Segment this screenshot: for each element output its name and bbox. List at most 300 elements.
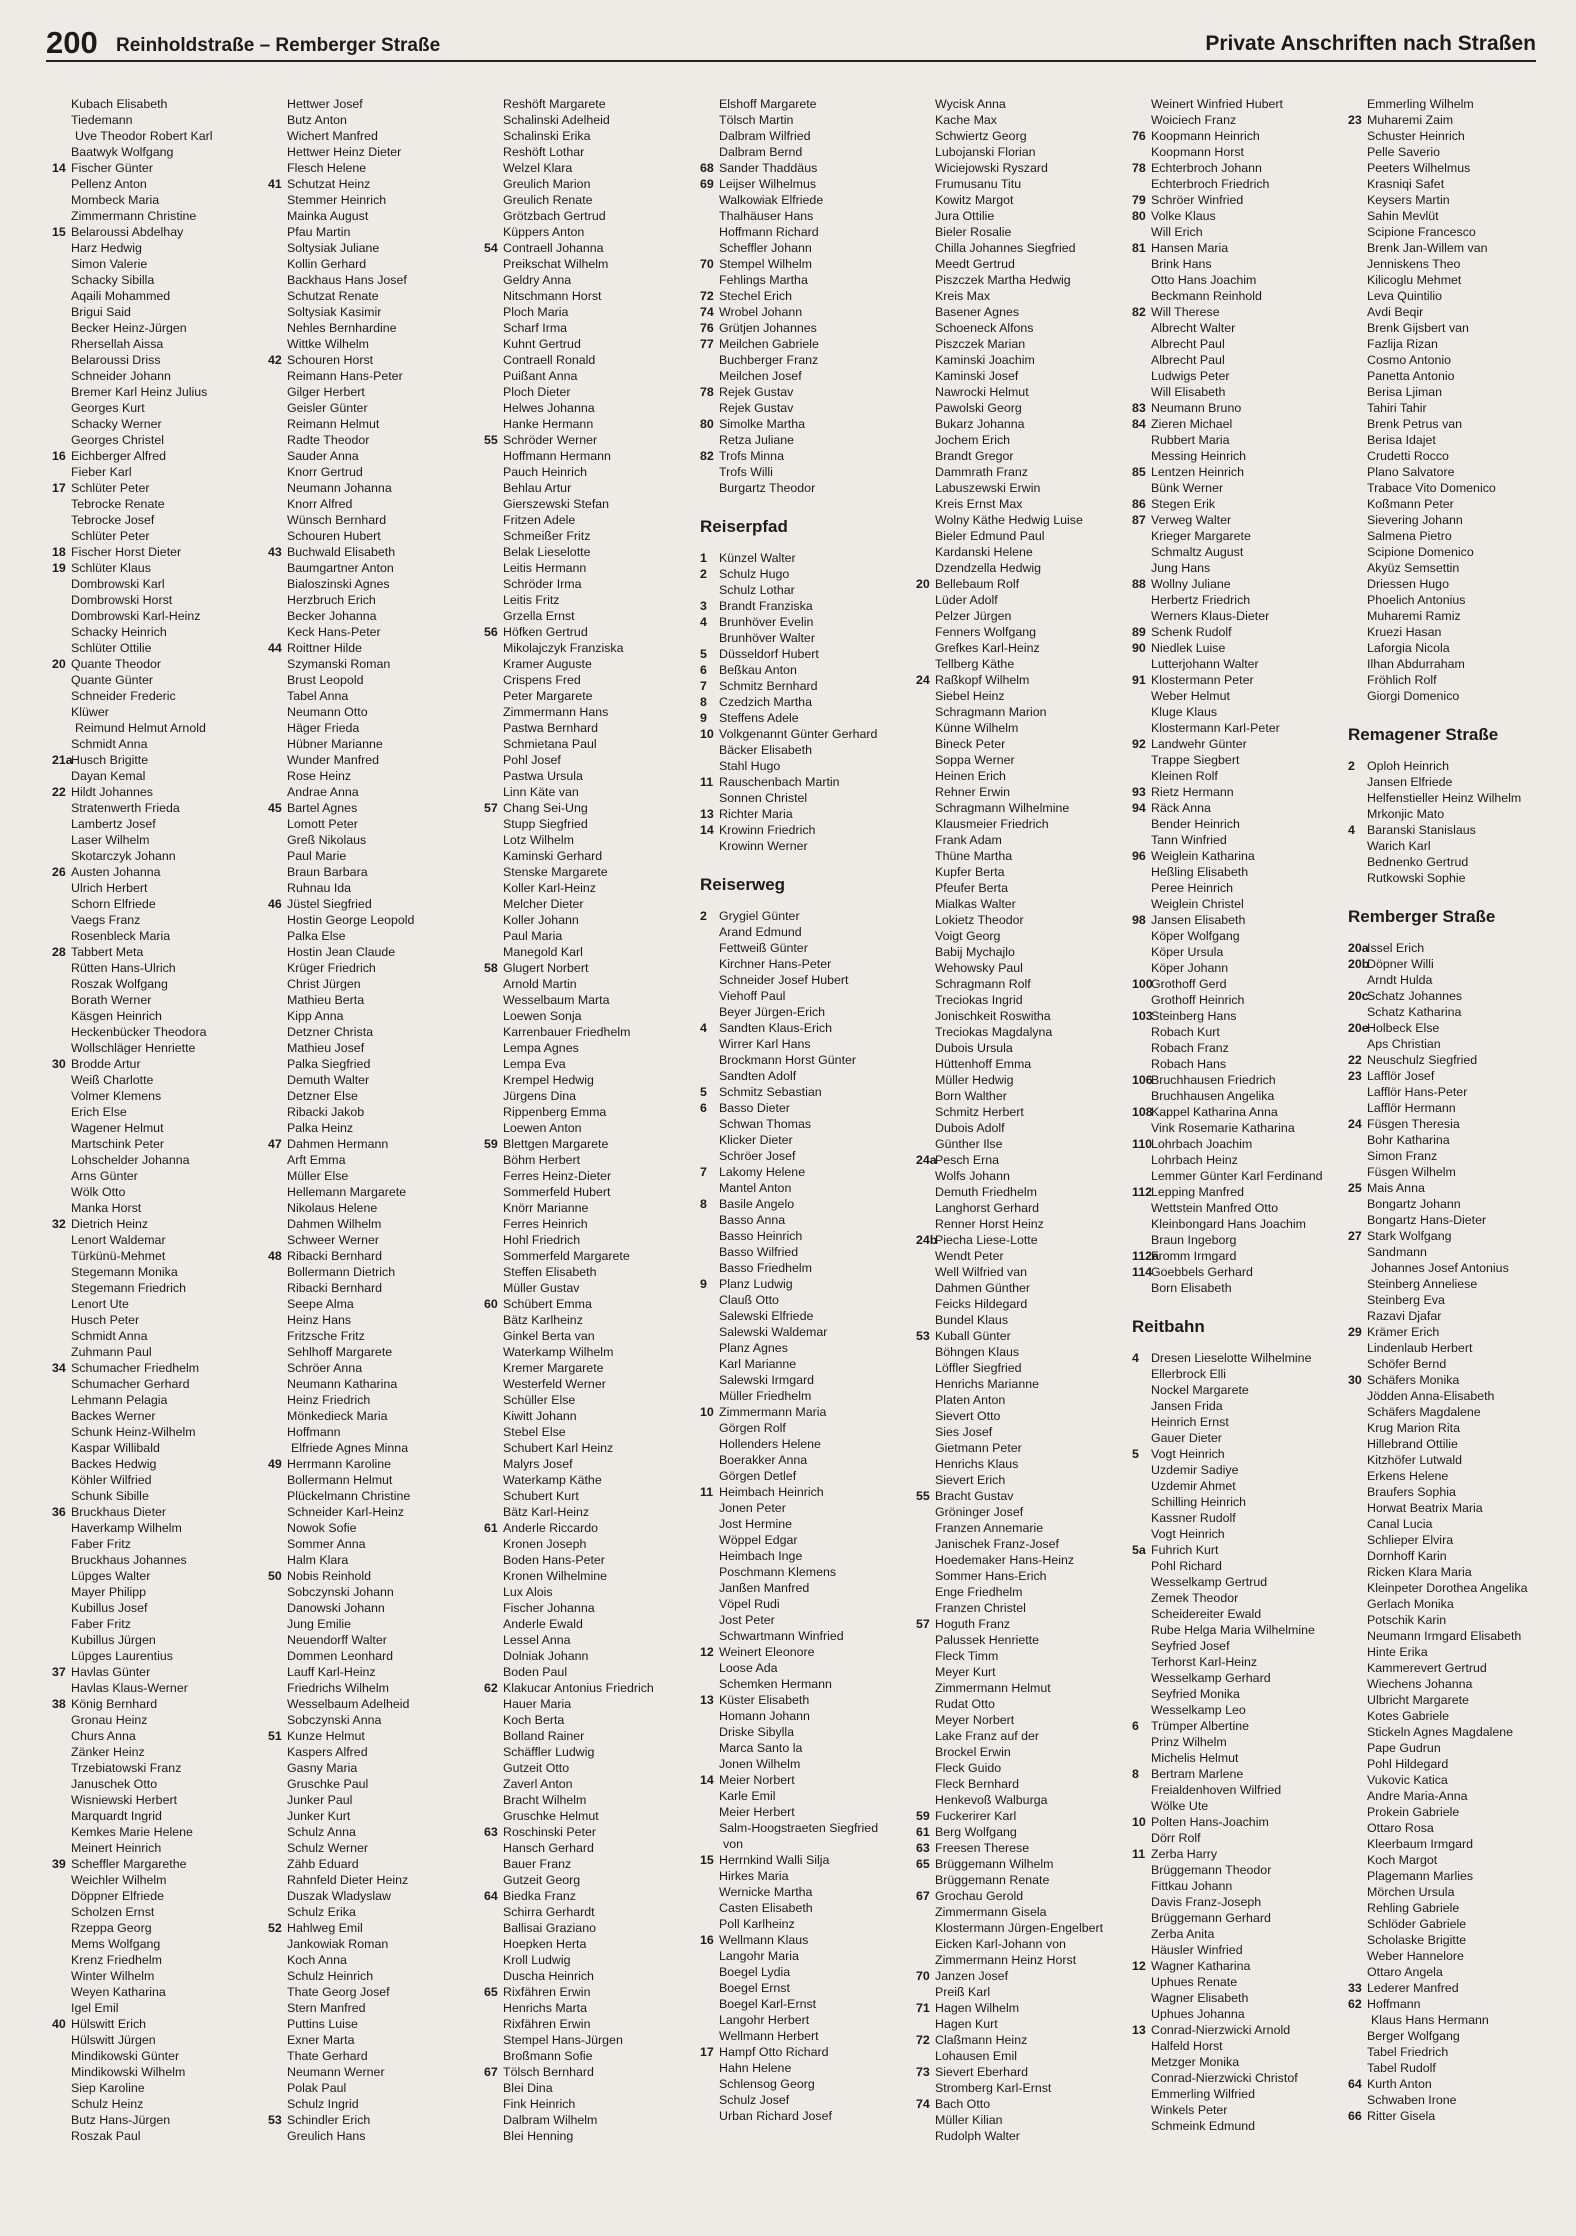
resident-entry (700, 1196, 916, 1212)
resident-entry (1132, 848, 1348, 864)
resident-name: Zänker Heinz (71, 1745, 145, 1759)
resident-entry (916, 1840, 1132, 1856)
resident-entry (1132, 1248, 1348, 1264)
house-number (1348, 1084, 1367, 1100)
house-number (268, 624, 287, 640)
house-number: 54 (484, 241, 498, 255)
house-number (1348, 320, 1367, 336)
resident-name: Häusler Winfried (1151, 1943, 1243, 1957)
house-number (916, 1664, 935, 1680)
resident-entry (1132, 1526, 1348, 1542)
resident-name: Löffler Siegfried (935, 1361, 1022, 1375)
resident-entry (52, 1728, 268, 1744)
resident-name: Brenk Petrus van (1367, 417, 1463, 431)
resident-entry (268, 992, 484, 1008)
house-number (52, 1088, 71, 1104)
resident-entry (1132, 480, 1348, 496)
house-number: 55 (916, 1489, 930, 1503)
resident-entry (1132, 1008, 1348, 1024)
resident-entry (700, 2044, 916, 2060)
house-number (1348, 1820, 1367, 1836)
resident-name: Retza Juliane (719, 433, 795, 447)
resident-entry (700, 1276, 916, 1292)
resident-name: Michelis Helmut (1151, 1751, 1239, 1765)
resident-name: Bach Otto (935, 2097, 991, 2111)
resident-name: Ferres Heinz-Dieter (503, 1169, 612, 1183)
resident-name: Lubojanski Florian (935, 145, 1036, 159)
resident-name: Gröninger Josef (935, 1505, 1024, 1519)
house-number (916, 1776, 935, 1792)
resident-name: Fittkau Johann (1151, 1879, 1233, 1893)
house-number (52, 400, 71, 416)
resident-name: Palussek Henriette (935, 1633, 1039, 1647)
resident-name: Salewski Elfriede (719, 1309, 814, 1323)
resident-name: Schübert Emma (503, 1297, 592, 1311)
resident-entry (52, 1920, 268, 1936)
resident-name: Schulz Werner (287, 1841, 369, 1855)
house-number (484, 1024, 503, 1040)
resident-entry (1348, 1068, 1542, 1084)
resident-entry (916, 784, 1132, 800)
house-number (1348, 1740, 1367, 1756)
resident-name: Bieler Edmund Paul (935, 529, 1045, 543)
resident-name: Pape Gudrun (1367, 1741, 1441, 1755)
resident-name: Kardanski Helene (935, 545, 1033, 559)
resident-name: Issel Erich (1367, 941, 1425, 955)
house-number (1132, 688, 1151, 704)
resident-name: Jansen Elfriede (1367, 775, 1453, 789)
resident-entry (484, 1856, 700, 1872)
resident-name: Homann Johann (719, 1709, 810, 1723)
house-number (916, 1440, 935, 1456)
resident-entry (484, 528, 700, 544)
house-number: 98 (1132, 913, 1146, 927)
house-number (1348, 448, 1367, 464)
resident-entry (484, 768, 700, 784)
resident-entry (700, 192, 916, 208)
house-number: 19 (52, 561, 66, 575)
resident-name: Herbertz Friedrich (1151, 593, 1251, 607)
page-number: 200 (46, 25, 98, 60)
resident-entry (52, 304, 268, 320)
resident-name: Lederer Manfred (1367, 1981, 1459, 1995)
resident-name: Schatz Johannes (1367, 989, 1463, 1003)
resident-name: Kappel Katharina Anna (1151, 1105, 1278, 1119)
resident-name: Labuszewski Erwin (935, 481, 1041, 495)
resident-entry (700, 2060, 916, 2076)
resident-name: Sandmann (1367, 1245, 1427, 1259)
resident-name: Leitis Fritz (503, 593, 560, 607)
resident-entry (268, 320, 484, 336)
resident-entry (484, 608, 700, 624)
house-number (916, 432, 935, 448)
house-number (700, 352, 719, 368)
resident-entry (916, 272, 1132, 288)
house-number (916, 608, 935, 624)
resident-entry (700, 1372, 916, 1388)
house-number (916, 1584, 935, 1600)
resident-entry (484, 320, 700, 336)
resident-entry (700, 1596, 916, 1612)
resident-name: Kramer Auguste (503, 657, 592, 671)
resident-entry (268, 1840, 484, 1856)
resident-entry (268, 1824, 484, 1840)
resident-name: Johannes Josef Antonius (1371, 1261, 1509, 1275)
house-number (484, 1776, 503, 1792)
resident-entry (484, 224, 700, 240)
resident-entry (484, 1264, 700, 1280)
resident-name: Robach Kurt (1151, 1025, 1220, 1039)
resident-name: Zieren Michael (1151, 417, 1233, 431)
house-number (268, 480, 287, 496)
resident-entry (268, 1392, 484, 1408)
resident-entry (1132, 512, 1348, 528)
resident-entry (700, 1964, 916, 1980)
resident-name: Friedrichs Wilhelm (287, 1681, 389, 1695)
resident-name: Dresen Lieselotte Wilhelmine (1151, 1351, 1312, 1365)
house-number: 74 (916, 2097, 930, 2111)
house-number (916, 400, 935, 416)
house-number: 9 (700, 1277, 707, 1291)
resident-entry (52, 1120, 268, 1136)
resident-name: Wernicke Martha (719, 1885, 813, 1899)
house-number (52, 496, 71, 512)
house-number (916, 880, 935, 896)
house-number (1132, 1120, 1151, 1136)
house-number (1132, 896, 1151, 912)
resident-entry (268, 656, 484, 672)
resident-name: Köper Wolfgang (1151, 929, 1240, 943)
house-number (916, 416, 935, 432)
resident-name: Lüder Adolf (935, 593, 998, 607)
house-number (916, 272, 935, 288)
resident-name: Günther Ilse (935, 1137, 1003, 1151)
house-number (268, 1216, 287, 1232)
resident-name: Fritzen Adele (503, 513, 576, 527)
house-number (1132, 1942, 1151, 1958)
house-number (700, 1356, 719, 1372)
house-number (1132, 1040, 1151, 1056)
resident-name: Brenk Gijsbert van (1367, 321, 1469, 335)
resident-name: Raßkopf Wilhelm (935, 673, 1030, 687)
resident-name: Gronau Heinz (71, 1713, 148, 1727)
resident-name: Roschinski Peter (503, 1825, 596, 1839)
house-number (1132, 1478, 1151, 1494)
resident-name: Heinz Hans (287, 1313, 352, 1327)
house-number (268, 880, 287, 896)
resident-name: Westerfeld Werner (503, 1377, 606, 1391)
resident-name: Kotes Gabriele (1367, 1709, 1449, 1723)
house-number: 77 (700, 337, 714, 351)
house-number: 57 (484, 801, 498, 815)
house-number (52, 144, 71, 160)
house-number (1132, 1024, 1151, 1040)
house-number (484, 224, 503, 240)
resident-name: Pohl Josef (503, 753, 561, 767)
resident-name: Vogt Heinrich (1151, 1527, 1225, 1541)
resident-entry (916, 256, 1132, 272)
house-number: 6 (1132, 1719, 1139, 1733)
house-number (700, 2012, 719, 2028)
resident-name: Anderle Riccardo (503, 1521, 599, 1535)
house-number: 8 (1132, 1767, 1139, 1781)
house-number (484, 2032, 503, 2048)
resident-name: Viehoff Paul (719, 989, 786, 1003)
resident-entry (52, 176, 268, 192)
resident-entry (52, 624, 268, 640)
house-number (268, 960, 287, 976)
house-number (1348, 496, 1367, 512)
resident-entry (700, 2012, 916, 2028)
resident-entry (1132, 1382, 1348, 1398)
resident-name: Elshoff Margarete (719, 97, 817, 111)
resident-entry (700, 694, 916, 710)
resident-name: Bineck Peter (935, 737, 1006, 751)
resident-name: Meyer Norbert (935, 1713, 1015, 1727)
resident-entry (700, 1548, 916, 1564)
resident-name: Karl Marianne (719, 1357, 797, 1371)
house-number (484, 528, 503, 544)
house-number (52, 1936, 71, 1952)
resident-name: Krug Marion Rita (1367, 1421, 1460, 1435)
house-number (268, 2096, 287, 2112)
resident-entry (1348, 1404, 1542, 1420)
house-number (1348, 1628, 1367, 1644)
house-number (1132, 2102, 1151, 2118)
resident-name: Henkevoß Walburga (935, 1793, 1048, 1807)
house-number (268, 704, 287, 720)
resident-entry (268, 1536, 484, 1552)
resident-name: Schmitz Herbert (935, 1105, 1024, 1119)
house-number (1348, 1484, 1367, 1500)
resident-name: Zerba Anita (1151, 1927, 1215, 1941)
resident-name: Hollenders Helene (719, 1437, 821, 1451)
house-number: 112 (1132, 1185, 1152, 1199)
house-number (484, 2016, 503, 2032)
house-number (1132, 1654, 1151, 1670)
resident-entry (1132, 1056, 1348, 1072)
resident-name: Wagner Elisabeth (1151, 1991, 1249, 2005)
resident-entry (700, 2092, 916, 2108)
resident-name: König Bernhard (71, 1697, 158, 1711)
resident-entry (916, 752, 1132, 768)
resident-entry (52, 2128, 268, 2144)
resident-entry (484, 272, 700, 288)
resident-name: Sommer Hans-Erich (935, 1569, 1047, 1583)
resident-entry (268, 1152, 484, 1168)
resident-entry (1348, 288, 1542, 304)
resident-entry (1348, 1932, 1542, 1948)
resident-entry (484, 1664, 700, 1680)
resident-name: Wölke Ute (1151, 1799, 1209, 1813)
resident-name: Davis Franz-Joseph (1151, 1895, 1262, 1909)
house-number (1132, 1702, 1151, 1718)
house-number: 103 (1132, 1009, 1153, 1023)
house-number (52, 1120, 71, 1136)
house-number (700, 988, 719, 1004)
resident-name: Razavi Djafar (1367, 1309, 1442, 1323)
resident-entry (1132, 1494, 1348, 1510)
resident-entry (484, 432, 700, 448)
resident-name: Dombrowski Horst (71, 593, 173, 607)
resident-entry (1132, 1574, 1348, 1590)
resident-entry (1132, 1446, 1348, 1462)
house-number (700, 1180, 719, 1196)
house-number (268, 2032, 287, 2048)
house-number (1348, 1612, 1367, 1628)
resident-name: Fieber Karl (71, 465, 132, 479)
resident-name: Georges Kurt (71, 401, 145, 415)
resident-entry (1132, 1104, 1348, 1120)
resident-entry (52, 2080, 268, 2096)
resident-name: Hoffmann Hermann (503, 449, 611, 463)
resident-entry (916, 1056, 1132, 1072)
resident-entry (916, 208, 1132, 224)
house-number (700, 400, 719, 416)
resident-entry (916, 1936, 1132, 1952)
house-number (700, 1884, 719, 1900)
house-number (1132, 1990, 1151, 2006)
house-number (916, 592, 935, 608)
resident-name: Weinert Winfried Hubert (1151, 97, 1283, 111)
resident-name: Klakucar Antonius Friedrich (503, 1681, 654, 1695)
resident-entry (484, 1424, 700, 1440)
house-number (52, 1712, 71, 1728)
resident-entry (484, 1824, 700, 1840)
resident-entry (52, 1024, 268, 1040)
resident-name: Sandten Adolf (719, 1069, 797, 1083)
house-number (268, 1152, 287, 1168)
house-number (700, 1980, 719, 1996)
resident-name: Ribacki Jakob (287, 1105, 365, 1119)
house-number: 44 (268, 641, 282, 655)
resident-name: Pawolski Georg (935, 401, 1022, 415)
resident-entry (484, 2064, 700, 2080)
house-number (52, 896, 71, 912)
house-number: 23 (1348, 113, 1362, 127)
resident-name: Loewen Anton (503, 1121, 582, 1135)
resident-entry (268, 1552, 484, 1568)
resident-entry (52, 448, 268, 464)
house-number (1348, 1836, 1367, 1852)
house-number (1348, 624, 1367, 640)
resident-entry (268, 192, 484, 208)
resident-name: Panetta Antonio (1367, 369, 1455, 383)
house-number: 10 (700, 1405, 714, 1419)
house-number: 30 (52, 1057, 66, 1071)
house-number (484, 1968, 503, 1984)
house-number (1132, 112, 1151, 128)
house-number (1348, 464, 1367, 480)
resident-entry (484, 912, 700, 928)
resident-entry (1132, 1606, 1348, 1622)
house-number (268, 1120, 287, 1136)
resident-entry (700, 128, 916, 144)
resident-entry (484, 592, 700, 608)
resident-name: Klausmeier Friedrich (935, 817, 1049, 831)
resident-name: Boegel Lydia (719, 1965, 791, 1979)
resident-name: Rosenbleck Maria (71, 929, 171, 943)
resident-name: Scholzen Ernst (71, 1905, 155, 1919)
resident-entry (268, 1680, 484, 1696)
resident-entry (916, 880, 1132, 896)
resident-name: Stickeln Agnes Magdalene (1367, 1725, 1514, 1739)
house-number (700, 1324, 719, 1340)
resident-entry (484, 1328, 700, 1344)
resident-name: Wiechens Johanna (1367, 1677, 1473, 1691)
house-number (1348, 2012, 1367, 2028)
house-number: 14 (700, 823, 714, 837)
house-number (52, 960, 71, 976)
house-number (1348, 592, 1367, 608)
resident-name: Köper Johann (1151, 961, 1229, 975)
house-number (1132, 1606, 1151, 1622)
resident-name: Lauff Karl-Heinz (287, 1665, 376, 1679)
resident-entry (1132, 1686, 1348, 1702)
resident-name: Tellberg Käthe (935, 657, 1015, 671)
house-number: 64 (484, 1889, 498, 1903)
resident-name: Heimbach Heinrich (719, 1485, 824, 1499)
resident-name: Mombeck Maria (71, 193, 160, 207)
house-number (52, 768, 71, 784)
house-number (484, 720, 503, 736)
house-number (1132, 768, 1151, 784)
house-number (268, 1392, 287, 1408)
resident-name: Weichler Wilhelm (71, 1873, 167, 1887)
resident-entry (268, 400, 484, 416)
resident-name: Mayer Philipp (71, 1585, 147, 1599)
house-number: 20b (1348, 957, 1370, 971)
house-number: 79 (1132, 193, 1146, 207)
resident-entry (484, 496, 700, 512)
resident-name: Hansch Gerhard (503, 1841, 594, 1855)
resident-name: Hoepken Herta (503, 1937, 587, 1951)
house-number (268, 304, 287, 320)
resident-entry (1348, 2044, 1542, 2060)
resident-entry (268, 2080, 484, 2096)
house-number (1348, 870, 1367, 886)
resident-name: Bremer Karl Heinz Julius (71, 385, 208, 399)
resident-name: Salewski Waldemar (719, 1325, 828, 1339)
resident-entry (916, 1456, 1132, 1472)
resident-name: Tölsch Martin (719, 113, 794, 127)
resident-entry (916, 1824, 1132, 1840)
resident-name: Grzella Ernst (503, 609, 575, 623)
resident-name: Trofs Minna (719, 449, 784, 463)
resident-entry (52, 288, 268, 304)
resident-name: Stempel Hans-Jürgen (503, 2033, 623, 2047)
resident-name: Jung Emilie (287, 1617, 352, 1631)
resident-name: Puttins Luise (287, 2017, 358, 2031)
resident-name: Schulz Heinrich (287, 1969, 374, 1983)
resident-name: Fleck Guido (935, 1761, 1002, 1775)
house-number (1348, 1292, 1367, 1308)
house-number (916, 704, 935, 720)
house-number: 15 (52, 225, 66, 239)
house-number: 83 (1132, 401, 1146, 415)
resident-name: Beckmann Reinhold (1151, 289, 1262, 303)
resident-name: Basile Angelo (719, 1197, 795, 1211)
resident-name: Ploch Dieter (503, 385, 571, 399)
resident-name: Nockel Margarete (1151, 1383, 1249, 1397)
resident-name: Baatwyk Wolfgang (71, 145, 174, 159)
house-number (916, 1344, 935, 1360)
resident-name: Lake Franz auf der (935, 1729, 1040, 1743)
resident-entry (484, 1056, 700, 1072)
house-number: 16 (52, 449, 66, 463)
house-number: 70 (916, 1969, 930, 1983)
house-number: 26 (52, 865, 66, 879)
